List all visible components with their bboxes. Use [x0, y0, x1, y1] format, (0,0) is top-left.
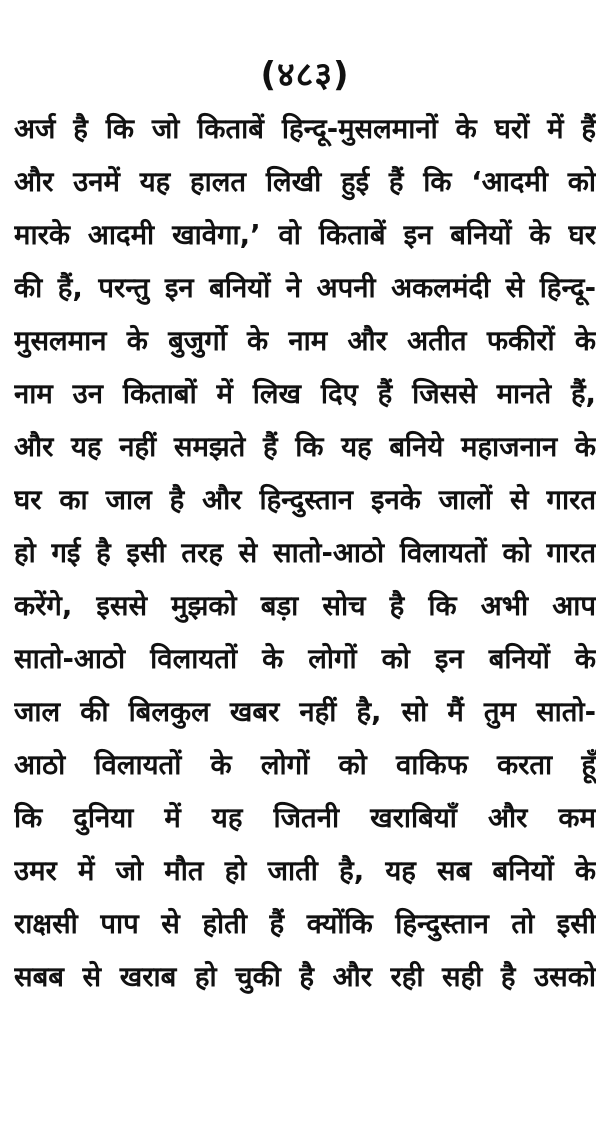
- text-line: राक्षसी पाप से होती हैं क्योंकि हिन्दुस्तान तो इसी: [14, 908, 596, 940]
- text-line: सातो-आठो विलायतों के लोगों को इन बनियों के: [14, 643, 596, 675]
- body-text: [14, 103, 596, 1004]
- text-line: की हैं, परन्तु इन बनियों ने अपनी अकलमंदी से हिन्दू-: [14, 272, 596, 304]
- text-line: हो गई है इसी तरह से सातो-आठो विलायतों को गारत: [14, 537, 596, 569]
- page-number: (४८३): [260, 55, 350, 95]
- text-line: जाल की बिलकुल खबर नहीं है, सो मैं तुम सातो-: [14, 696, 596, 728]
- text-line: उमर में जो मौत हो जाती है, यह सब बनियों के: [14, 855, 596, 887]
- text-line: नाम उन किताबों में लिख दिए हैं जिससे मानते हैं,: [14, 378, 596, 410]
- text-line: आठो विलायतों के लोगों को वाकिफ करता हूँ: [14, 749, 596, 781]
- text-line: मुसलमान के बुजुर्गो के नाम और अतीत फकीरों के: [14, 325, 596, 357]
- text-line: करेंगे, इससे मुझको बड़ा सोच है कि अभी आप: [14, 590, 596, 622]
- text-line: कि दुनिया में यह जितनी खराबियाँ और कम: [14, 802, 596, 834]
- text-line: मारके आदमी खावेगा,’ वो किताबें इन बनियों के घर: [14, 219, 596, 251]
- text-line: सबब से खराब हो चुकी है और रही सही है उसको: [14, 961, 596, 993]
- text-line: अर्ज है कि जो किताबें हिन्दू-मुसलमानों के घरों में हैं: [14, 113, 596, 145]
- text-line: और उनमें यह हालत लिखी हुई हैं कि ‘आदमी को: [14, 166, 596, 198]
- text-line: घर का जाल है और हिन्दुस्तान इनके जालों से गारत: [14, 484, 596, 516]
- text-line: और यह नहीं समझते हैं कि यह बनिये महाजनान के: [14, 431, 596, 463]
